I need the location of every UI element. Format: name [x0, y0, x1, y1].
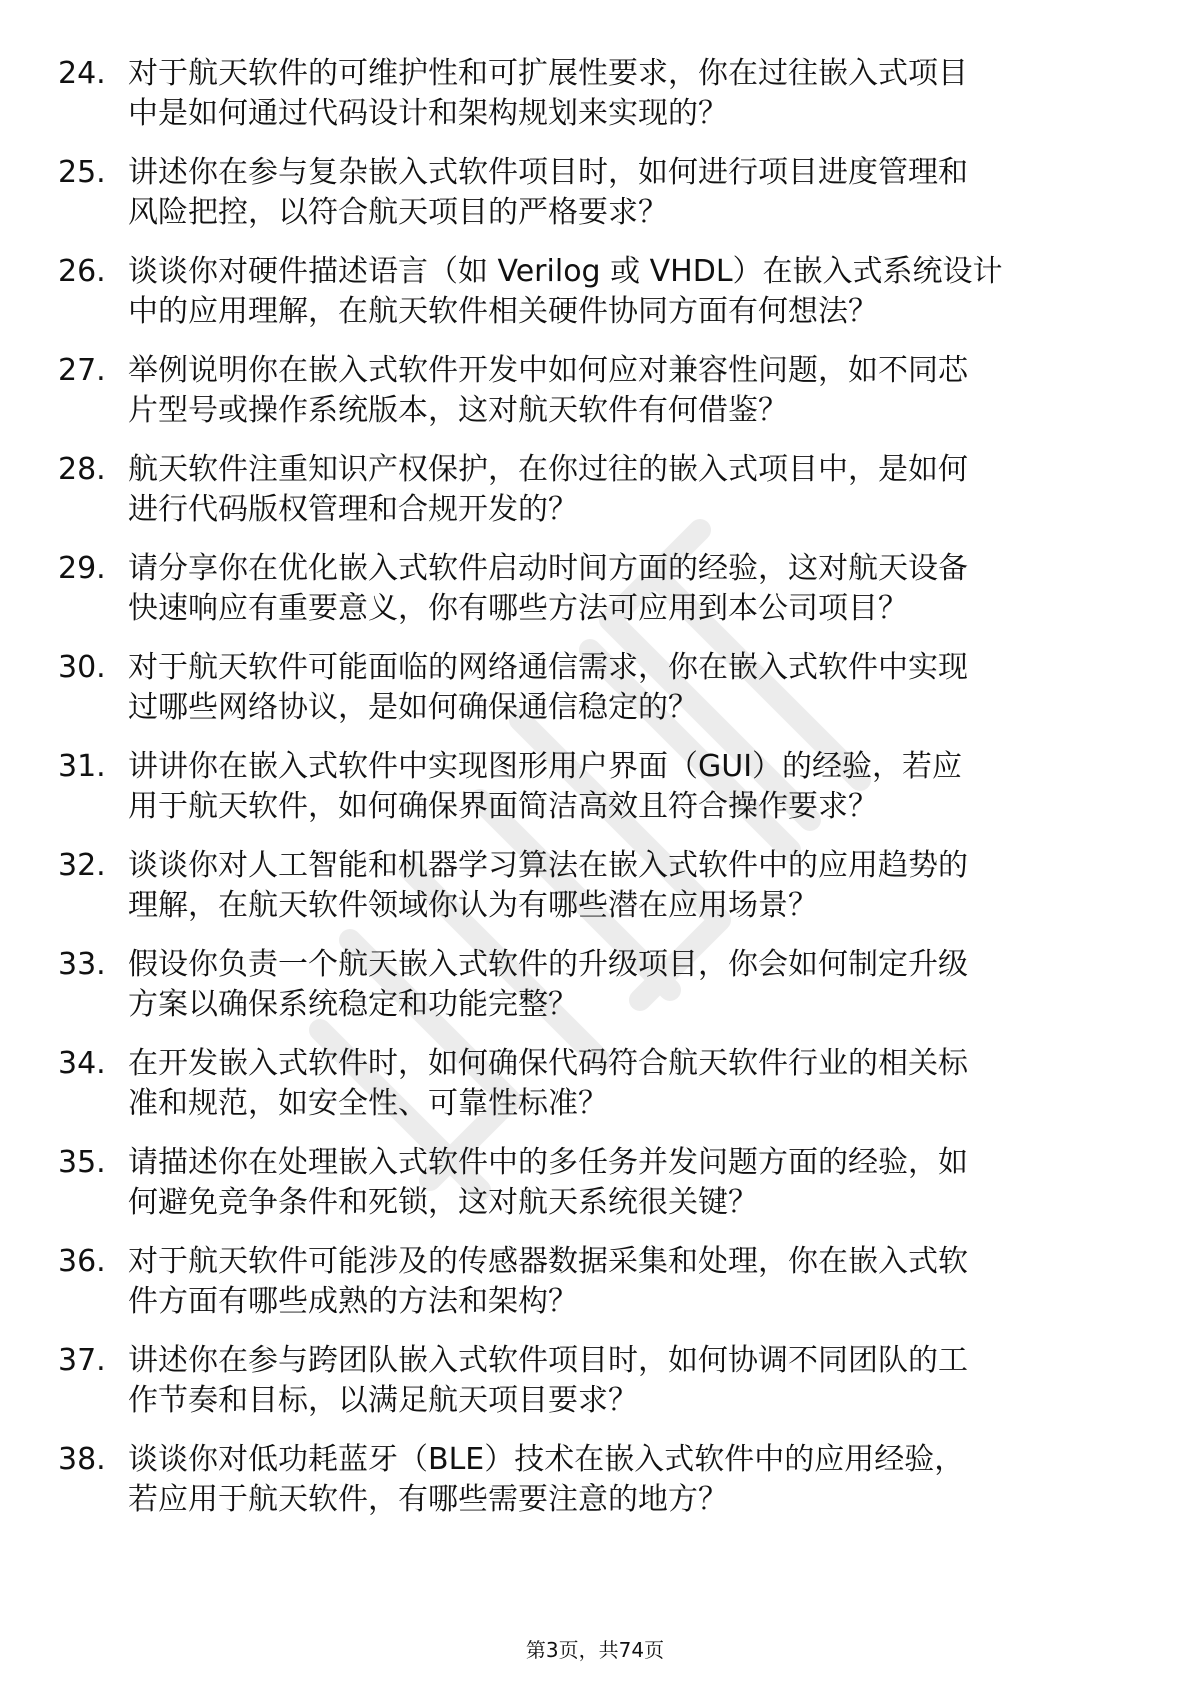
- question-text: [128, 1341, 1138, 1421]
- question-text: [128, 945, 1138, 1025]
- question-number: 30.: [58, 650, 106, 685]
- list-item: [58, 549, 1138, 648]
- question-text: [128, 1440, 1138, 1520]
- question-text-line: 对于航天软件可能涉及的传感器数据采集和处理，你在嵌入式软: [128, 1244, 968, 1279]
- question-text-line: 讲讲你在嵌入式软件中实现图形用户界面（GUI）的经验，若应: [128, 749, 963, 784]
- question-text-line: 用于航天软件，如何确保界面简洁高效且符合操作要求？: [128, 789, 878, 824]
- question-text-line: 何避免竞争条件和死锁，这对航天系统很关键？: [128, 1185, 758, 1220]
- question-text-line: 讲述你在参与跨团队嵌入式软件项目时，如何协调不同团队的工: [128, 1343, 968, 1378]
- question-text: [128, 54, 1138, 134]
- page-number-footer: 第3页，共74页: [525, 1638, 665, 1662]
- question-text: [128, 1044, 1138, 1124]
- question-text-line: 对于航天软件可能面临的网络通信需求，你在嵌入式软件中实现: [128, 650, 968, 685]
- question-number: 32.: [58, 848, 106, 883]
- question-text-line: 中是如何通过代码设计和架构规划来实现的？: [128, 96, 728, 131]
- question-number: 24.: [58, 56, 106, 91]
- question-text-line: 谈谈你对硬件描述语言（如 Verilog 或 VHDL）在嵌入式系统设计: [128, 254, 1003, 289]
- question-text-line: 假设你负责一个航天嵌入式软件的升级项目，你会如何制定升级: [128, 947, 968, 982]
- question-number: 27.: [58, 353, 106, 388]
- list-item: [58, 1044, 1138, 1143]
- list-item: [58, 945, 1138, 1044]
- list-item: [58, 747, 1138, 846]
- question-text: [128, 450, 1138, 530]
- question-number: 33.: [58, 947, 106, 982]
- question-text-line: 件方面有哪些成熟的方法和架构？: [128, 1284, 578, 1319]
- question-text-line: 谈谈你对人工智能和机器学习算法在嵌入式软件中的应用趋势的: [128, 848, 968, 883]
- list-item: [58, 1143, 1138, 1242]
- question-text: [128, 351, 1138, 431]
- question-number: 35.: [58, 1145, 106, 1180]
- list-item: [58, 846, 1138, 945]
- list-item: [58, 1341, 1138, 1440]
- question-text: [128, 846, 1138, 926]
- list-item: [58, 450, 1138, 549]
- question-list: [58, 54, 1138, 1539]
- question-text-line: 片型号或操作系统版本，这对航天软件有何借鉴？: [128, 393, 788, 428]
- question-number: 26.: [58, 254, 106, 289]
- list-item: [58, 1242, 1138, 1341]
- question-text: [128, 153, 1138, 233]
- question-text-line: 中的应用理解，在航天软件相关硬件协同方面有何想法？: [128, 294, 878, 329]
- question-number: 38.: [58, 1442, 106, 1477]
- question-text-line: 风险把控，以符合航天项目的严格要求？: [128, 195, 668, 230]
- question-text: [128, 1242, 1138, 1322]
- question-text-line: 方案以确保系统稳定和功能完整？: [128, 987, 578, 1022]
- question-text-line: 进行代码版权管理和合规开发的？: [128, 492, 578, 527]
- question-text-line: 准和规范，如安全性、可靠性标准？: [128, 1086, 608, 1121]
- question-number: 36.: [58, 1244, 106, 1279]
- question-text-line: 请分享你在优化嵌入式软件启动时间方面的经验，这对航天设备: [128, 551, 968, 586]
- question-text-line: 航天软件注重知识产权保护，在你过往的嵌入式项目中，是如何: [128, 452, 968, 487]
- question-text-line: 请描述你在处理嵌入式软件中的多任务并发问题方面的经验，如: [128, 1145, 968, 1180]
- list-item: [58, 1440, 1138, 1539]
- question-number: 31.: [58, 749, 106, 784]
- question-number: 34.: [58, 1046, 106, 1081]
- question-text-line: 快速响应有重要意义，你有哪些方法可应用到本公司项目？: [128, 591, 908, 626]
- question-text-line: 作节奏和目标，以满足航天项目要求？: [128, 1383, 638, 1418]
- question-text: [128, 747, 1138, 827]
- question-text-line: 举例说明你在嵌入式软件开发中如何应对兼容性问题，如不同芯: [128, 353, 968, 388]
- question-text: [128, 252, 1138, 332]
- question-text-line: 若应用于航天软件，有哪些需要注意的地方？: [128, 1482, 728, 1517]
- question-text-line: 对于航天软件的可维护性和可扩展性要求，你在过往嵌入式项目: [128, 56, 968, 91]
- question-text: [128, 648, 1138, 728]
- question-number: 25.: [58, 155, 106, 190]
- list-item: [58, 351, 1138, 450]
- question-number: 28.: [58, 452, 106, 487]
- question-text: [128, 549, 1138, 629]
- question-text-line: 过哪些网络协议，是如何确保通信稳定的？: [128, 690, 698, 725]
- list-item: [58, 54, 1138, 153]
- question-text-line: 在开发嵌入式软件时，如何确保代码符合航天软件行业的相关标: [128, 1046, 968, 1081]
- question-text: [128, 1143, 1138, 1223]
- list-item: [58, 252, 1138, 351]
- question-text-line: 讲述你在参与复杂嵌入式软件项目时，如何进行项目进度管理和: [128, 155, 968, 190]
- list-item: [58, 153, 1138, 252]
- question-text-line: 理解，在航天软件领域你认为有哪些潜在应用场景？: [128, 888, 818, 923]
- question-text-line: 谈谈你对低功耗蓝牙（BLE）技术在嵌入式软件中的应用经验，: [128, 1442, 965, 1477]
- list-item: [58, 648, 1138, 747]
- question-number: 37.: [58, 1343, 106, 1378]
- question-number: 29.: [58, 551, 106, 586]
